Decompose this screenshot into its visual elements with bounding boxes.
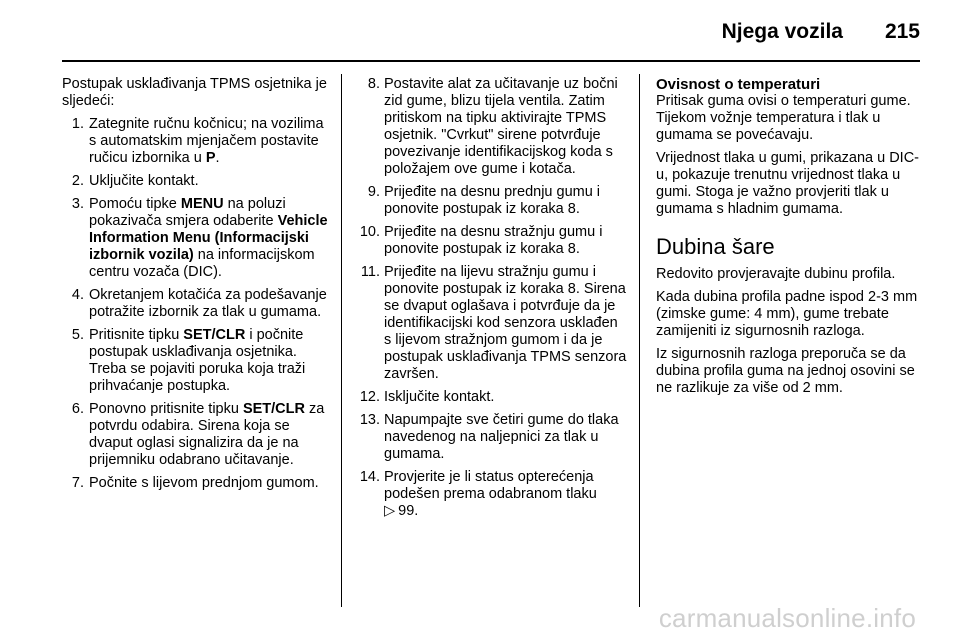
list-item: 1. Zategnite ručnu kočnicu; na vozilima s automatskim mjenjačem postavite ručicu izbornika u P.	[71, 116, 324, 166]
list-item: 5. Pritisnite tipku SET/CLR i počnite postupak usklađivanja osjetnika. Treba se pojaviti poruka koja traži prihvaćanje postupka.	[71, 327, 306, 394]
column-divider-2	[639, 74, 640, 607]
intro-text: Postupak usklađivanja TPMS osjetnika je sljedeći:	[62, 76, 327, 109]
list-item: 7. Počnite s lijevom prednjom gumom.	[71, 475, 319, 491]
watermark: carmanualsonline.info	[658, 603, 916, 633]
list-item: 11. Prijeđite na lijevu stražnju gumu i ponovite postupak iz koraka 8. Sirena se dvaput oglašava i potvrđuje da je identifikacijski kod senzora usklađen s lijevom stražnjom gumom i da je postupak usklađivanja TPMS senzora završen.	[360, 264, 627, 382]
paragraph: Pritisak guma ovisi o temperaturi gume. Tijekom vožnje temperatura i tlak u gumama se povećavaju.	[656, 93, 911, 143]
header-rule	[62, 60, 920, 62]
temperature-heading: Ovisnost o temperaturi	[656, 76, 821, 93]
page-number: 215	[884, 20, 920, 43]
list-item: 13. Napumpajte sve četiri gume do tlaka navedenog na naljepnici za tlak u gumama.	[359, 412, 619, 462]
steps-list-1	[64, 116, 328, 492]
list-item: 10. Prijeđite na desnu stražnju gumu i ponovite postupak iz koraka 8.	[359, 224, 603, 257]
column-2	[351, 76, 627, 526]
paragraph: Iz sigurnosnih razloga preporuča se da dubina profila guma na jednoj osovini se ne razlikuje za više od 2 mm.	[656, 346, 915, 396]
header-title: Njega vozila	[721, 20, 843, 43]
list-item: 12. Isključite kontakt.	[359, 389, 495, 405]
list-item: 3. Pomoću tipke MENU na poluzi pokazivača smjera odaberite Vehicle Information Menu (Informacijski izbornik vozila) na informacijskom centru vozača (DIC).	[71, 196, 328, 280]
page-reference-arrow-icon: ▷	[384, 503, 396, 519]
page-reference-link[interactable]: 99.	[398, 503, 419, 519]
list-item: 8. Postavite alat za učitavanje uz bočni zid gume, blizu tijela ventila. Zatim pritiskom na tipku aktivirajte TPMS osjetnik. "Cvrkut" sirene potvrđuje povezivanje identifikacijskog koda s položajem ove gume i kotača.	[367, 76, 618, 177]
list-item: 6. Ponovno pritisnite tipku SET/CLR za potvrdu odabira. Sirena koja se dvaput oglasi signalizira da je na prijemniku odabrano učitavanje.	[71, 401, 325, 468]
list-item: 14. Provjerite je li status opterećenja podešen prema odabranom tlaku ▷ 99.	[359, 469, 597, 519]
tread-depth-heading: Dubina šare	[656, 234, 775, 259]
list-item: 2. Uključite kontakt.	[71, 173, 199, 189]
paragraph: Kada dubina profila padne ispod 2-3 mm (zimske gume: 4 mm), gume trebate zamijeniti iz sigurnosnih razloga.	[656, 289, 918, 339]
page-header	[0, 0, 960, 62]
paragraph: Redovito provjeravajte dubinu profila.	[656, 266, 896, 282]
column-divider-1	[341, 74, 342, 607]
list-item: 4. Okretanjem kotačića za podešavanje potražite izbornik za tlak u gumama.	[71, 287, 327, 320]
paragraph: Vrijednost tlaka u gumi, prikazana u DIC-u, pokazuje trenutnu vrijednost tlaka u gumi. Stoga je važno provjeriti tlak u gumama s hladnim gumama.	[656, 150, 919, 217]
steps-list-2	[351, 76, 627, 520]
column-1	[62, 76, 328, 498]
list-item: 9. Prijeđite na desnu prednju gumu i ponovite postupak iz koraka 8.	[367, 184, 601, 217]
column-3	[656, 76, 922, 403]
